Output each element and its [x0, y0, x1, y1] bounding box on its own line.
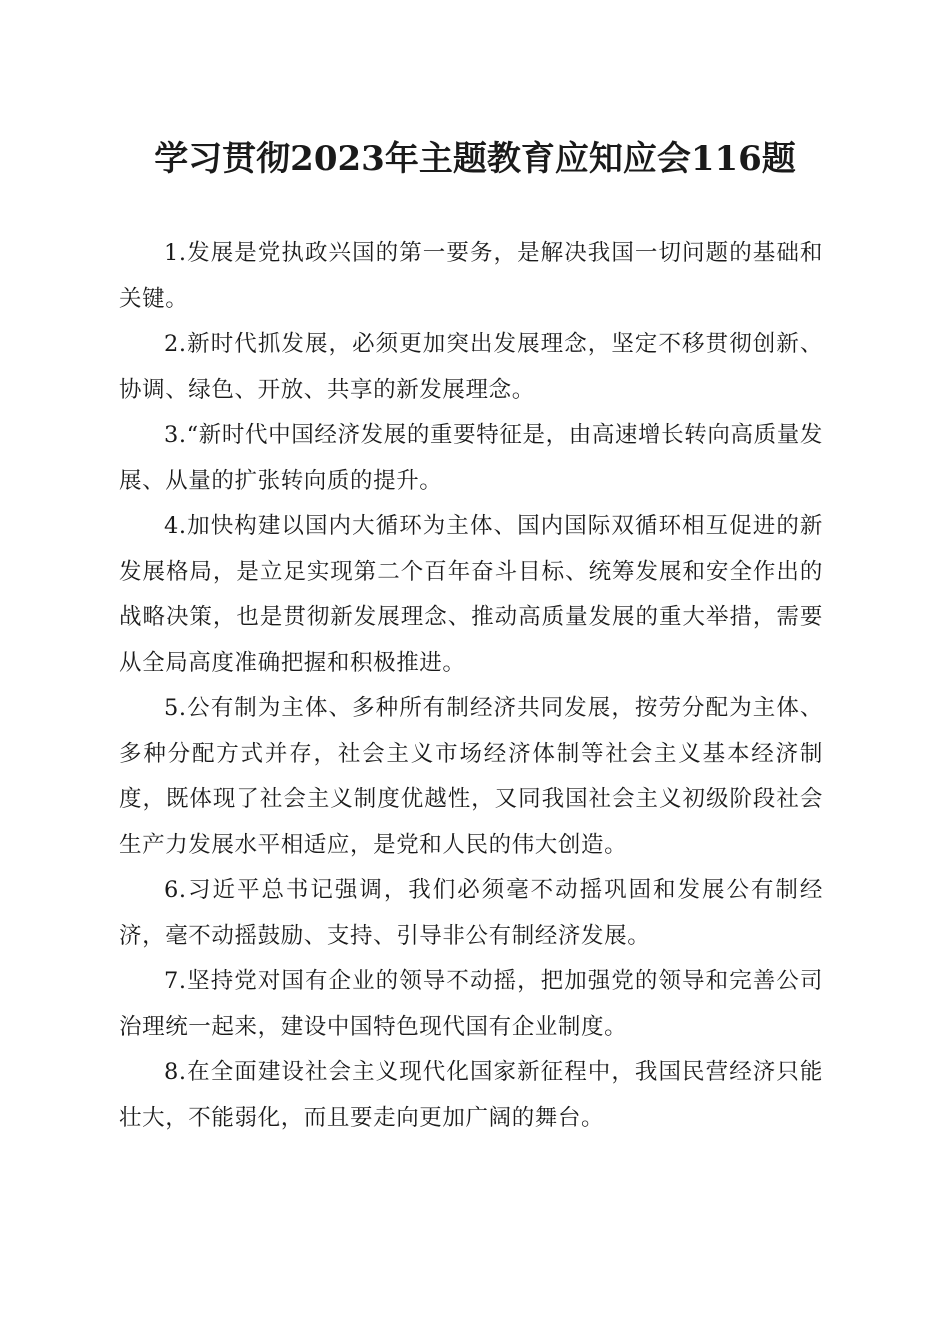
- paragraph-6: 6.习近平总书记强调，我们必须毫不动摇巩固和发展公有制经济，毫不动摇鼓励、支持、引导非公有制经济发展。: [119, 877, 823, 949]
- document-title: 学习贯彻2023年主题教育应知应会116题: [154, 139, 796, 179]
- paragraph-3: 3.“新时代中国经济发展的重要特征是，由高速增长转向高质量发展、从量的扩张转向质的提升。: [119, 422, 823, 494]
- paragraph-1: 1.发展是党执政兴国的第一要务，是解决我国一切问题的基础和关键。: [119, 240, 823, 312]
- paragraph-7: 7.坚持党对国有企业的领导不动摇，把加强党的领导和完善公司治理统一起来，建设中国特色现代国有企业制度。: [119, 968, 823, 1040]
- paragraph-2: 2.新时代抓发展，必须更加突出发展理念，坚定不移贯彻创新、协调、绿色、开放、共享的新发展理念。: [119, 331, 823, 403]
- paragraph-4: 4.加快构建以国内大循环为主体、国内国际双循环相互促进的新发展格局，是立足实现第二个百年奋斗目标、统筹发展和安全作出的战略决策，也是贯彻新发展理念、推动高质量发展的重大举措，需要从全局高度准确把握和积极推进。: [119, 513, 823, 676]
- paragraph-8: 8.在全面建设社会主义现代化国家新征程中，我国民营经济只能壮大，不能弱化，而且要走向更加广阔的舞台。: [119, 1059, 823, 1131]
- document-body: [119, 231, 823, 1141]
- paragraph-5: 5.公有制为主体、多种所有制经济共同发展，按劳分配为主体、多种分配方式并存，社会主义市场经济体制等社会主义基本经济制度，既体现了社会主义制度优越性，又同我国社会主义初级阶段社会生产力发展水平相适应，是党和人民的伟大创造。: [119, 695, 823, 858]
